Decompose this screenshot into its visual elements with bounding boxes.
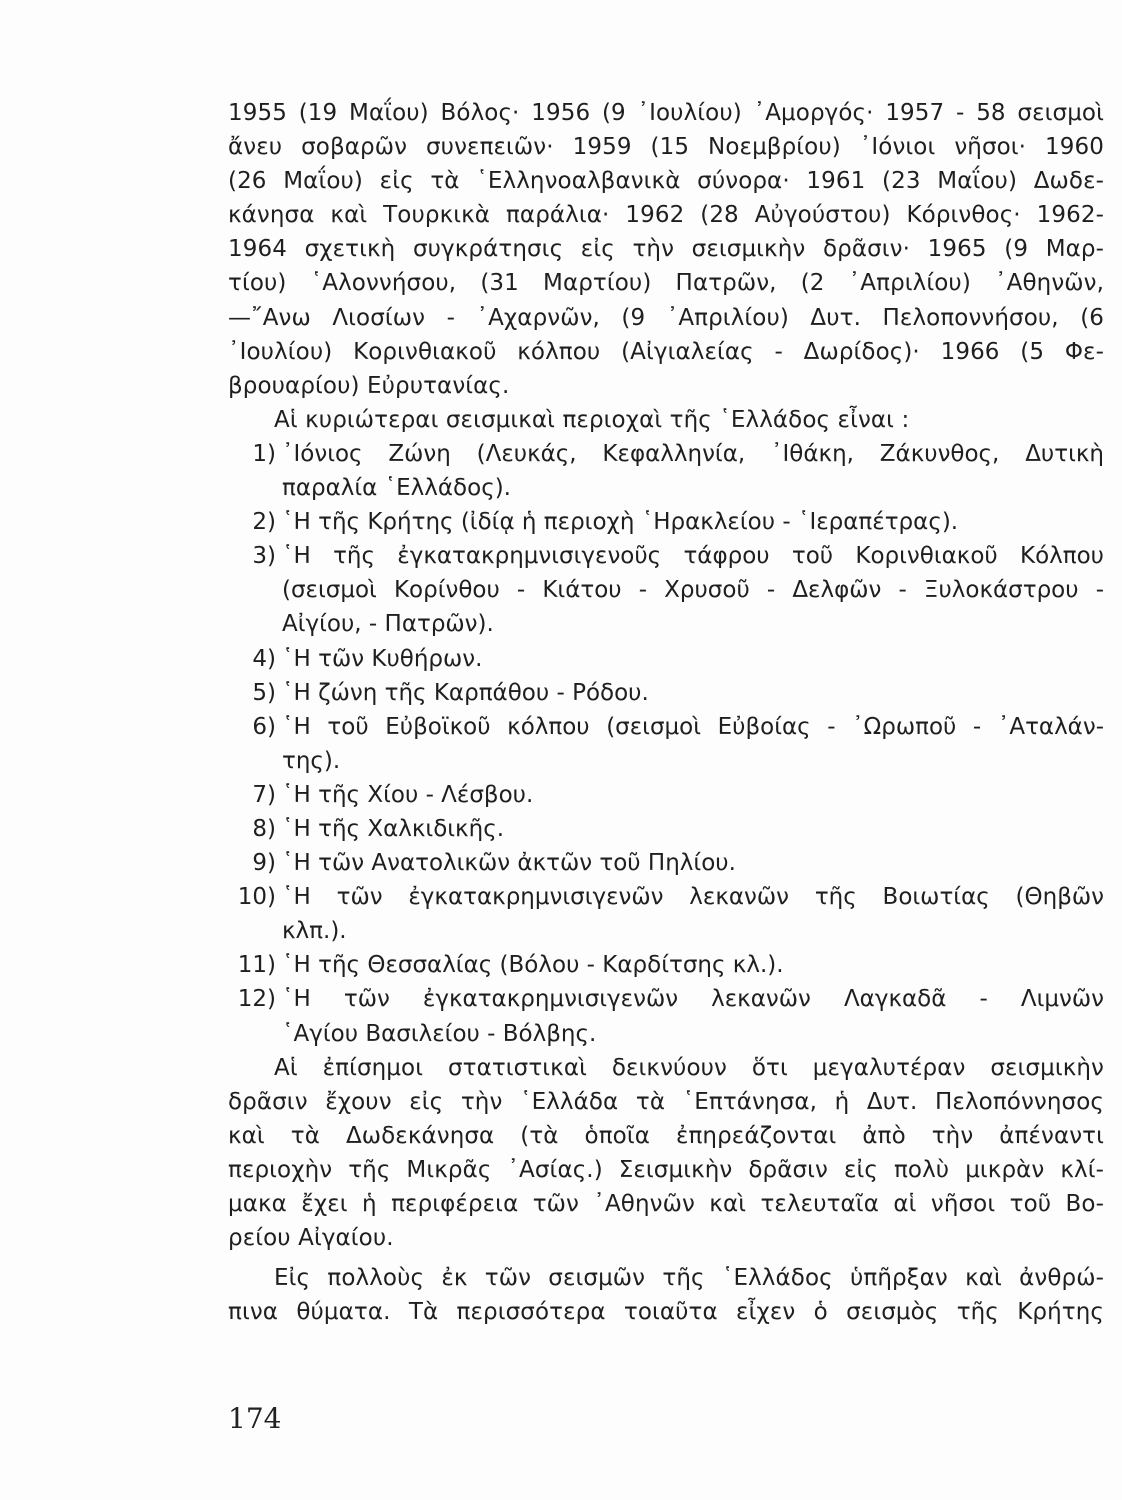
list-item-line: παραλία ῾Ελλάδος).	[282, 475, 511, 502]
list-item-line: ῾Η τῶν ἐγκατακρημνισιγενῶν λεκανῶν τῆς Βοιωτίας (Θηβῶν	[282, 884, 1104, 911]
list-item-number: 2)	[252, 509, 276, 536]
list-item	[228, 539, 1104, 641]
list-item-number: 1)	[252, 440, 276, 467]
list-item-number: 7)	[252, 781, 276, 808]
list-item	[228, 812, 1104, 846]
list-item-line: ῾Η τῆς Χίου - Λέσβου.	[282, 781, 534, 808]
list-item-number: 6)	[252, 713, 276, 740]
list-item-line: της).	[282, 747, 341, 774]
list-item-number: 11)	[237, 952, 276, 979]
text-line: ᾿Ιουλίου) Κορινθιακοῦ κόλπου (Αἰγιαλείας - Δωρίδος)· 1966 (5 Φε-	[228, 338, 1104, 365]
list-item-line: ῾Η τῆς Θεσσαλίας (Βόλου - Καρδίτσης κλ.).	[282, 952, 784, 979]
list-item-line: ῾Αγίου Βασιλείου - Βόλβης.	[282, 1020, 597, 1047]
earthquake-chronology-paragraph	[228, 96, 1104, 403]
list-item	[228, 437, 1104, 505]
list-item-line: ῾Η τῶν ἐγκατακρημνισιγενῶν λεκανῶν Λαγκαδᾶ - Λιμνῶν	[282, 986, 1104, 1013]
list-item-number: 4)	[252, 645, 276, 672]
statistics-paragraph	[228, 1051, 1104, 1256]
text-line: πινα θύματα. Τὰ περισσότερα τοιαῦτα εἶχεν ὁ σεισμὸς τῆς Κρήτης	[228, 1299, 1104, 1326]
text-line: μακα ἔχει ἡ περιφέρεια τῶν ᾿Αθηνῶν καὶ τελευταῖα αἱ νῆσοι τοῦ Βο-	[228, 1191, 1104, 1217]
seismic-regions-list	[228, 437, 1104, 1051]
list-item	[228, 642, 1104, 676]
victims-paragraph	[228, 1261, 1104, 1329]
text-line: 1964 σχετικὴ συγκράτησις εἰς τὴν σεισμικὴν δρᾶσιν· 1965 (9 Μαρ-	[228, 236, 1104, 263]
text-line: ἄνευ σοβαρῶν συνεπειῶν· 1959 (15 Νοεμβρίου) ᾿Ιόνιοι νῆσοι· 1960	[228, 134, 1104, 161]
list-item-number: 12)	[237, 986, 276, 1013]
list-item-line: ῾Η τῆς Κρήτης (ἰδίᾳ ἡ περιοχὴ ῾Ηρακλείου - ῾Ιεραπέτρας).	[282, 509, 959, 536]
text-line: Αἱ ἐπίσημοι στατιστικαὶ δεικνύουν ὅτι μεγαλυτέραν σεισμικὴν	[274, 1054, 1104, 1081]
page-number: 174	[228, 1402, 282, 1435]
text-line: περιοχὴν τῆς Μικρᾶς ᾿Ασίας.) Σεισμικὴν δρᾶσιν εἰς πολὺ μικρὰν κλί-	[228, 1156, 1104, 1183]
list-item-number: 9)	[252, 850, 276, 877]
list-item-line: ῾Η τῆς Χαλκιδικῆς.	[282, 815, 505, 842]
list-item-number: 3)	[252, 543, 276, 570]
list-item-line: ῾Η τοῦ Εὐβοϊκοῦ κόλπου (σεισμοὶ Εὐβοίας - ᾿Ωρωποῦ - ᾿Αταλάν-	[282, 713, 1104, 740]
list-item	[228, 982, 1104, 1050]
text-line: τίου) ῾Αλοννήσου, (31 Μαρτίου) Πατρῶν, (2 ᾿Απριλίου) ᾿Αθηνῶν,	[228, 270, 1104, 297]
text-line: δρᾶσιν ἔχουν εἰς τὴν ῾Ελλάδα τὰ ῾Επτάνησα, ἡ Δυτ. Πελοπόννησος	[228, 1088, 1104, 1115]
text-line: ρείου Αἰγαίου.	[228, 1225, 394, 1252]
list-item	[228, 778, 1104, 812]
list-item-line: ῾Η τῶν Ανατολικῶν ἀκτῶν τοῦ Πηλίου.	[282, 850, 736, 877]
list-item-line: ῾Η ζώνη τῆς Καρπάθου - Ρόδου.	[282, 679, 649, 706]
list-item-line: ῾Η τῶν Κυθήρων.	[282, 645, 483, 672]
list-item	[228, 710, 1104, 778]
list-item-line: κλπ.).	[282, 918, 347, 945]
text-line: κάνησα καὶ Τουρκικὰ παράλια· 1962 (28 Αὐγούστου) Κόρινθος· 1962-	[228, 202, 1104, 229]
list-item-line: (σεισμοὶ Κορίνθου - Κιάτου - Χρυσοῦ - Δελφῶν - Ξυλοκάστρου -	[282, 577, 1104, 604]
list-item	[228, 676, 1104, 710]
text-line: 1955 (19 Μαΐου) Βόλος· 1956 (9 ᾿Ιουλίου) ᾿Αμοργός· 1957 - 58 σεισμοὶ	[228, 100, 1104, 126]
list-item	[228, 505, 1104, 539]
text-line: βρουαρίου) Εὐρυτανίας.	[228, 372, 510, 399]
list-item-line: ῾Η τῆς ἐγκατακρημνισιγενοῦς τάφρου τοῦ Κορινθιακοῦ Κόλπου	[282, 543, 1104, 570]
list-item-line: ᾿Ιόνιος Ζώνη (Λευκάς, Κεφαλληνία, ᾿Ιθάκη, Ζάκυνθος, Δυτικὴ	[282, 440, 1104, 467]
list-item	[228, 880, 1104, 948]
page-text	[228, 96, 1104, 1329]
text-line: καὶ τὰ Δωδεκάνησα (τὰ ὁποῖα ἐπηρεάζονται ἀπὸ τὴν ἀπέναντι	[228, 1122, 1104, 1149]
text-line: (26 Μαΐου) εἰς τὰ ῾Ελληνοαλβανικὰ σύνορα· 1961 (23 Μαΐου) Δωδε-	[228, 168, 1104, 195]
list-item	[228, 948, 1104, 982]
list-item-number: 10)	[237, 884, 276, 911]
list-item	[228, 846, 1104, 880]
text-line: Εἰς πολλοὺς ἐκ τῶν σεισμῶν τῆς ῾Ελλάδος ὑπῆρξαν καὶ ἀνθρώ-	[274, 1265, 1104, 1292]
list-item-line: Αἰγίου, - Πατρῶν).	[282, 611, 494, 638]
text-line: —῎Ανω Λιοσίων - ᾿Αχαρνῶν, (9 ᾿Απριλίου) Δυτ. Πελοποννήσου, (6	[228, 304, 1104, 331]
list-item-number: 8)	[252, 815, 276, 842]
list-item-number: 5)	[252, 679, 276, 706]
regions-intro: Αἱ κυριώτεραι σεισμικαὶ περιοχαὶ τῆς ῾Ελλάδος εἶναι :	[274, 406, 910, 433]
